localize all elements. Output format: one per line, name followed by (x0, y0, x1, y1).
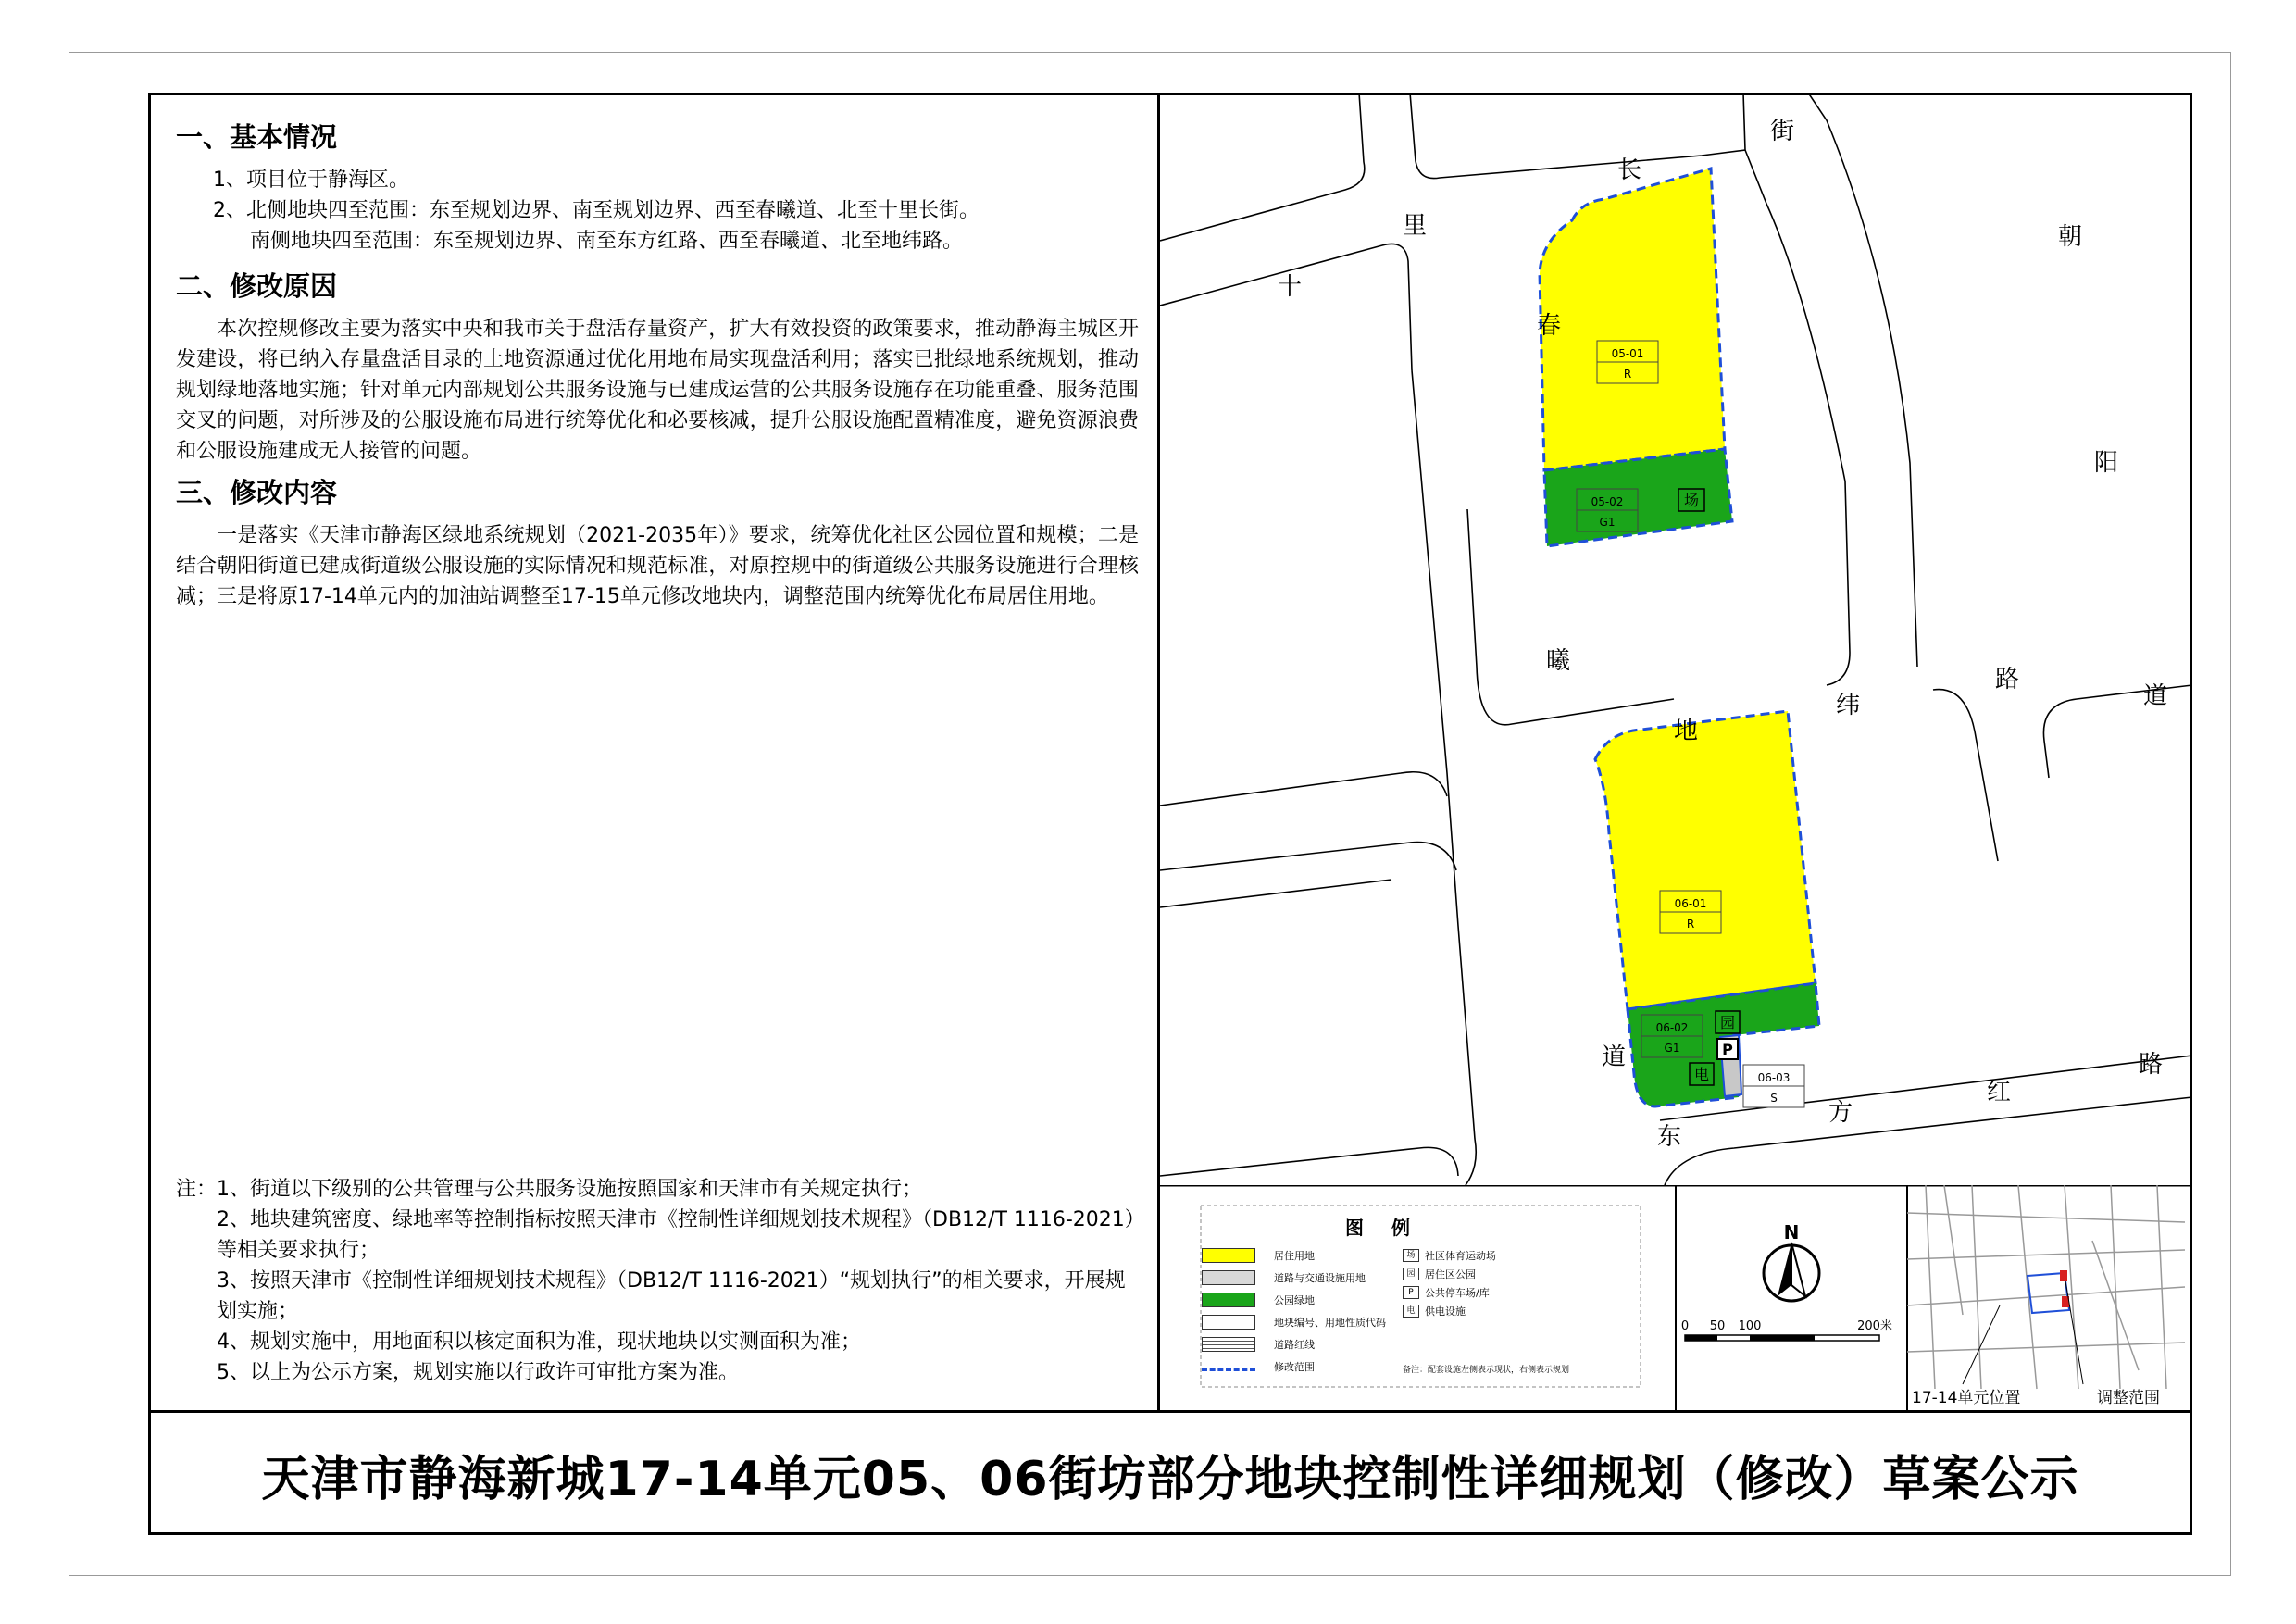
legend-label: 居住区公园 (1425, 1268, 1476, 1280)
road-edge (1933, 690, 1998, 861)
street-char: 阳 (2093, 449, 2119, 477)
road-edge (1160, 93, 1365, 241)
street-char: 红 (1986, 1079, 2012, 1106)
north-arrow-icon (1778, 1243, 1791, 1296)
text-panel (176, 119, 1139, 619)
section-heading-content: 三、修改内容 (176, 477, 338, 508)
parcel-06-01 (1595, 711, 1816, 1009)
parcel-code-06-02: 06-02 (1655, 1021, 1689, 1034)
road-edge (1808, 93, 1917, 667)
road-edge (1745, 150, 1850, 685)
legend-label: 社区体育运动场 (1425, 1250, 1496, 1262)
basic-item-1: 1、项目位于静海区。 (213, 169, 409, 192)
parcel-code-06-01: 06-01 (1674, 897, 1707, 910)
road-edge (1160, 244, 1412, 370)
legend-label: 供电设施 (1425, 1305, 1466, 1318)
legend-label: 修改范围 (1274, 1361, 1315, 1373)
street-char: 街 (1769, 118, 1795, 145)
street-char: 路 (1994, 666, 2020, 693)
parcel-code-swatch (1202, 1315, 1255, 1330)
basic-item-3: 南侧地块四至范围：东至规划边界、南至东方红路、西至春曦道、北至地纬路。 (250, 230, 964, 253)
reason-body: 本次控规修改主要为落实中央和我市关于盘活存量资产，扩大有效投资的政策要求，推动静海主城区开发建设，将已纳入存量盘活目录的土地资源通过优化用地布局实现盘活利用；落实已批绿地系统规划，推动规划绿地落地实施；针对单元内部规划公共服务设施与已建成运营的公共服务设施存在功能重叠、服务范围交叉的问题，对所涉及的公服设施布局进行统筹优化和必要核减，提升公服设施配置精准度，避免资源浪费和公服设施建成无人接管的问题。 (176, 318, 1139, 463)
parcel-use-05-01: R (1623, 368, 1632, 381)
street-char: 路 (2138, 1051, 2164, 1079)
notes-block (176, 1174, 1139, 1388)
content-body: 一是落实《天津市静海区绿地系统规划（2021-2035年）》要求，统筹优化社区公园位置和规模；二是结合朝阳街道已建成街道级公服设施的实际情况和规范标准，对原控规中的街道级公共服务设施进行合理核减；三是将原17-14单元内的加油站调整至17-15单元修改地块内，调整范围内统筹优化布局居住用地。 (176, 524, 1139, 608)
legend-item-red-line (1202, 1337, 1315, 1352)
parcel-code-05-02: 05-02 (1591, 495, 1624, 508)
legend-facility-parking (1403, 1285, 1490, 1300)
parcel-use-05-02: G1 (1599, 516, 1616, 529)
document-title: 天津市静海新城17-14单元05、06街坊部分地块控制性详细规划（修改）草案公示 (261, 1451, 2079, 1507)
road-edge (1458, 926, 1476, 1185)
adjust-area-marker (2060, 1270, 2067, 1281)
note-5: 5、以上为公示方案，规划实施以行政许可审批方案为准。 (217, 1361, 739, 1384)
power-icon: 电 (1403, 1305, 1419, 1318)
legend-label: 公园绿地 (1274, 1294, 1315, 1306)
street-char: 春 (1536, 312, 1562, 340)
parcel-05-01 (1540, 169, 1725, 470)
street-char: 道 (2142, 682, 2168, 710)
sports-field-icon-label: 场 (1683, 492, 1700, 509)
park-icon: 园 (1403, 1268, 1419, 1280)
note-4: 4、规划实施中，用地面积以核定面积为准，现状地块以实测面积为准； (217, 1330, 861, 1354)
location-left-label: 17-14单元位置 (1912, 1389, 2021, 1407)
parking-icon: P (1403, 1286, 1419, 1299)
parcel-use-06-01: R (1686, 918, 1695, 931)
note-2: 2、地块建筑密度、绿地率等控制指标按照天津市《控制性详细规划技术规程》（DB12/T 1116-2021）等相关要求执行； (217, 1208, 1135, 1262)
road-edge (1160, 843, 1456, 870)
street-char: 道 (1601, 1043, 1627, 1071)
legend-strip (1160, 1185, 2192, 1410)
street-char: 地 (1673, 718, 1699, 745)
street-char: 长 (1616, 156, 1642, 184)
parcel-code-06-03: 06-03 (1757, 1071, 1791, 1084)
legend-facility-power (1403, 1304, 1466, 1318)
road-edge (1160, 1147, 1458, 1176)
legend-item-boundary (1202, 1359, 1315, 1374)
legend-facility-sports (1403, 1248, 1496, 1263)
red-line-swatch (1202, 1337, 1255, 1352)
planning-map (1160, 93, 2192, 1185)
note-1: 注：1、街道以下级别的公共管理与公共服务设施按照国家和天津市有关规定执行； (176, 1178, 922, 1201)
parcel-code-05-01: 05-01 (1611, 347, 1644, 360)
park-swatch (1202, 1293, 1255, 1307)
street-char: 方 (1828, 1099, 1853, 1127)
road-edge (2043, 685, 2192, 778)
section-heading-reason: 二、修改原因 (176, 270, 338, 302)
road-edge (1410, 93, 1745, 179)
legend-facility-park (1403, 1267, 1476, 1281)
section-heading-basic: 一、基本情况 (176, 121, 338, 153)
legend-item-road (1202, 1270, 1366, 1285)
street-char: 十 (1277, 273, 1303, 301)
legend-item-parcel-code (1202, 1315, 1386, 1330)
scale-ticks (1681, 1318, 1892, 1333)
location-streets (1907, 1185, 2185, 1389)
scale-tick: 0 (1680, 1319, 1690, 1333)
basic-item-2: 2、北侧地块四至范围：东至规划边界、南至规划边界、西至春曦道、北至十里长街。 (213, 199, 980, 222)
north-label: N (1783, 1221, 1800, 1243)
note-3: 3、按照天津市《控制性详细规划技术规程》（DB12/T 1116-2021）“规划执行”的相关要求，开展规划实施； (217, 1269, 1126, 1323)
road-edge (1160, 880, 1391, 907)
legend-label: 居住用地 (1274, 1250, 1315, 1262)
residential-swatch (1202, 1248, 1255, 1263)
legend-label: 公共停车场/库 (1425, 1287, 1490, 1299)
location-map (1907, 1185, 2192, 1410)
street-char: 里 (1402, 212, 1428, 240)
location-right-label: 调整范围 (2097, 1389, 2160, 1407)
scale-tick: 100 (1738, 1319, 1762, 1333)
compass-and-scale (1676, 1185, 1907, 1410)
parcel-use-06-03: S (1770, 1092, 1778, 1105)
scale-tick: 200米 (1857, 1319, 1892, 1333)
street-char: 纬 (1835, 692, 1861, 719)
park-icon-label: 园 (1719, 1014, 1736, 1031)
street-char: 东 (1656, 1123, 1682, 1151)
legend-note: 备注：配套设施左侧表示现状，右侧表示规划 (1403, 1366, 1570, 1375)
legend-item-park (1202, 1293, 1315, 1307)
road-edge (1160, 772, 1447, 806)
power-facility-icon-label: 电 (1693, 1066, 1710, 1083)
legend-title: 图例 (1345, 1217, 1438, 1239)
boundary-swatch (1202, 1362, 1255, 1371)
road-swatch (1202, 1270, 1255, 1285)
legend-label: 道路与交通设施用地 (1274, 1272, 1366, 1284)
sports-icon: 场 (1403, 1249, 1419, 1262)
parking-icon-label: P (1722, 1041, 1733, 1058)
parcel-use-06-02: G1 (1664, 1042, 1680, 1055)
scale-tick: 50 (1709, 1319, 1726, 1333)
street-char: 朝 (2057, 223, 2083, 251)
legend-item-residential (1202, 1248, 1315, 1263)
legend-label: 地块编号、用地性质代码 (1274, 1317, 1386, 1329)
street-char: 曦 (1545, 647, 1571, 675)
legend-label: 道路红线 (1274, 1339, 1315, 1351)
